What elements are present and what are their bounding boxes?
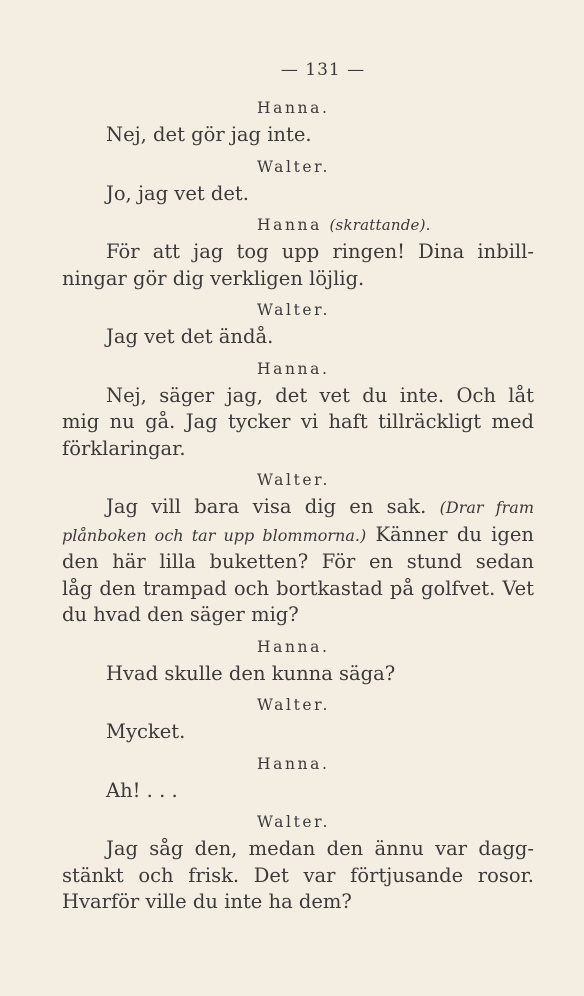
- speaker-heading: Hanna.: [257, 99, 330, 117]
- dialogue-line: Jag vill bara visa dig en sak. (Drar fram: [106, 495, 534, 518]
- dialogue-line: mig nu gå. Jag tycker vi haft tillräckligt med: [62, 410, 534, 433]
- dialogue-line: För att jag tog upp ringen! Dina inbill-: [106, 240, 534, 263]
- dialogue-line: förklaringar.: [62, 436, 186, 460]
- speaker-heading: Hanna (skrattande).: [257, 216, 431, 234]
- dialogue: [62, 94, 534, 916]
- dialogue-line: låg den trampad och bortkastad på golfvet. Vet: [62, 576, 534, 600]
- speaker-heading: Hanna.: [257, 637, 330, 656]
- speaker-heading: Walter.: [257, 471, 331, 489]
- speaker-heading: Hanna.: [257, 754, 330, 773]
- speaker-heading: Walter.: [257, 301, 331, 319]
- stage-direction: (Drar fram: [439, 498, 534, 517]
- dialogue-line: Jag såg den, medan den ännu var dagg-: [106, 837, 534, 860]
- dialogue-line: den här lilla buketten? För en stund sedan: [62, 550, 534, 573]
- speaker-heading: Walter.: [257, 696, 331, 714]
- dialogue-line: Nej, säger jag, det vet du inte. Och låt: [106, 383, 534, 407]
- speaker-heading: Hanna.: [257, 359, 330, 378]
- dialogue-line: Nej, det gör jag inte.: [106, 123, 312, 146]
- book-page: [62, 60, 534, 916]
- stage-direction: plånboken och tar upp blommorna.): [62, 525, 367, 545]
- speaker-heading: Walter.: [257, 157, 331, 176]
- dialogue-line: ningar gör dig verkligen löjlig.: [62, 266, 365, 290]
- speaker-heading: Walter.: [257, 813, 331, 831]
- stage-direction: (skrattande).: [329, 216, 431, 234]
- dialogue-line: Hvad skulle den kunna säga?: [106, 661, 396, 685]
- dialogue-line: Ah! . . .: [106, 778, 178, 802]
- dialogue-line: stänkt och frisk. Det var förtjusande rosor.: [62, 863, 534, 887]
- dialogue-line: Hvarför ville du inte ha dem?: [62, 890, 352, 913]
- dialogue-line: Mycket.: [106, 720, 186, 743]
- dialogue-line: du hvad den säger mig?: [62, 603, 299, 626]
- dialogue-line: Jag vet det ändå.: [106, 325, 274, 348]
- page-number: — 131 —: [280, 60, 366, 80]
- dialogue-line: Jo, jag vet det.: [106, 181, 249, 205]
- dialogue-line: plånboken och tar upp blommorna.) Känner du igen: [62, 522, 534, 546]
